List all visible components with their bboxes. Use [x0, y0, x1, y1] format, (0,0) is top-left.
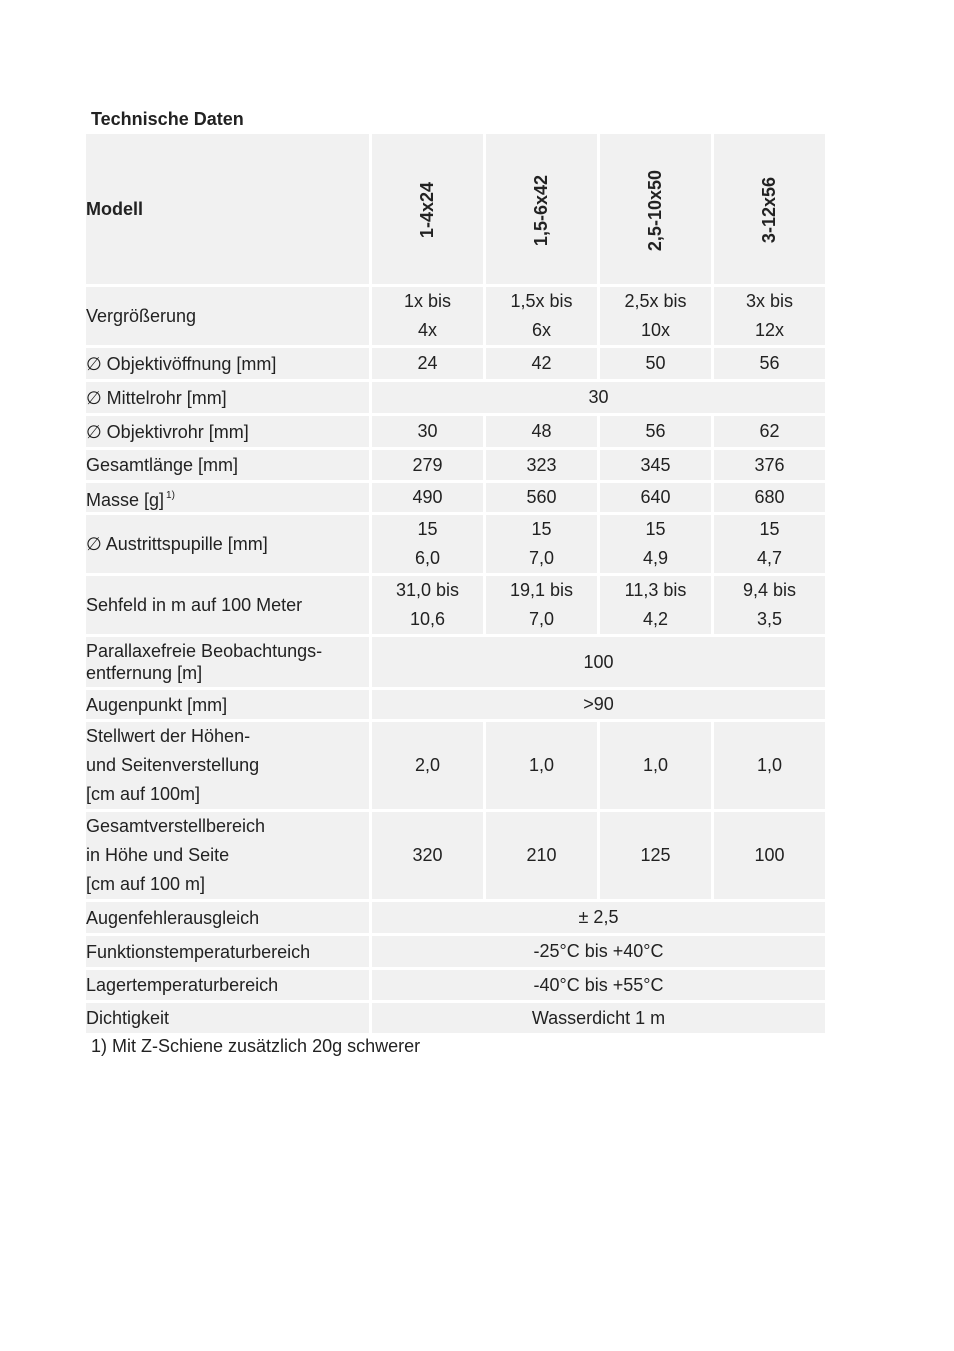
- cell-value: 210: [486, 812, 597, 899]
- cell-value-line: 12x: [754, 320, 785, 340]
- row-label: [86, 722, 369, 809]
- spanned-value: -40°C bis +55°C: [372, 970, 825, 1000]
- table-row: [86, 902, 825, 933]
- row-label-line: Stellwert der Höhen-: [86, 726, 251, 746]
- cell-value: [714, 515, 825, 573]
- cell-value: 640: [600, 483, 711, 512]
- table-row: [86, 576, 825, 634]
- row-label: [86, 450, 369, 480]
- cell-value-line: 2,5x bis: [624, 291, 687, 311]
- cell-value-line: 4,9: [642, 548, 669, 568]
- cell-value-line: 3x bis: [745, 291, 794, 311]
- cell-value-line: 11,3 bis: [624, 580, 687, 600]
- cell-value-line: 31,0 bis: [395, 580, 460, 600]
- table-row: [86, 348, 825, 379]
- row-label-line: [cm auf 100m]: [86, 784, 201, 804]
- row-label-text: Gesamtlänge [mm]: [86, 455, 239, 475]
- cell-value-line: 7,0: [528, 548, 555, 568]
- cell-value: [486, 576, 597, 634]
- model-name: 1-4x24: [417, 182, 437, 239]
- model-name: 3-12x56: [759, 177, 779, 244]
- row-label-line: [cm auf 100 m]: [86, 874, 206, 894]
- table-row: [86, 1003, 825, 1033]
- table-header-row: [86, 134, 825, 284]
- row-label: [86, 812, 369, 899]
- model-name: 1,5-6x42: [531, 174, 551, 247]
- row-label-text: ∅ Austrittspupille [mm]: [86, 534, 268, 554]
- cell-value: 279: [372, 450, 483, 480]
- model-header: [486, 134, 597, 284]
- cell-value: [372, 515, 483, 573]
- table-row: [86, 450, 825, 480]
- row-label: [86, 637, 369, 687]
- spanned-value: -25°C bis +40°C: [372, 936, 825, 967]
- cell-value: 24: [372, 348, 483, 379]
- cell-value: 1,0: [600, 722, 711, 809]
- row-label-text: ∅ Objektivöffnung [mm]: [86, 353, 277, 374]
- cell-value: 345: [600, 450, 711, 480]
- spanned-value: ± 2,5: [372, 902, 825, 933]
- cell-value: [486, 515, 597, 573]
- row-label-text: Masse [g]: [86, 489, 165, 510]
- cell-value: 376: [714, 450, 825, 480]
- row-label-text: Augenfehlerausgleich: [86, 907, 260, 928]
- cell-value: 62: [714, 416, 825, 447]
- cell-value: 125: [600, 812, 711, 899]
- cell-value-line: 15: [759, 519, 780, 539]
- footnote-marker: 1): [166, 489, 175, 501]
- cell-value-line: 6x: [531, 320, 551, 340]
- table-row: [86, 812, 825, 899]
- cell-value: 1,0: [486, 722, 597, 809]
- row-label: [86, 970, 369, 1000]
- cell-value: 50: [600, 348, 711, 379]
- row-label: [86, 576, 369, 634]
- cell-value: 56: [600, 416, 711, 447]
- model-header: [372, 134, 483, 284]
- model-header: [600, 134, 711, 284]
- cell-value: 320: [372, 812, 483, 899]
- table-row: [86, 416, 825, 447]
- cell-value-line: 15: [531, 519, 552, 539]
- spanned-value: Wasserdicht 1 m: [372, 1003, 825, 1033]
- table-row: [86, 287, 825, 345]
- spanned-value: 30: [372, 382, 825, 413]
- cell-value: [600, 515, 711, 573]
- model-name: 2,5-10x50: [645, 169, 665, 252]
- model-header: [714, 134, 825, 284]
- row-label: [86, 483, 369, 512]
- row-label: [86, 936, 369, 967]
- spec-table: [83, 131, 828, 1036]
- cell-value-line: 15: [645, 519, 666, 539]
- cell-value: [714, 287, 825, 345]
- table-row: [86, 690, 825, 719]
- row-label: [86, 416, 369, 447]
- table-row: [86, 936, 825, 967]
- row-label-text: Dichtigkeit: [86, 1008, 170, 1028]
- cell-value-line: 19,1 bis: [509, 580, 574, 600]
- cell-value: 1,0: [714, 722, 825, 809]
- row-label-line: in Höhe und Seite: [86, 845, 230, 865]
- cell-value: [372, 287, 483, 345]
- row-label-text: ∅ Objektivrohr [mm]: [86, 421, 249, 442]
- cell-value: 56: [714, 348, 825, 379]
- cell-value-line: 9,4 bis: [742, 580, 797, 600]
- cell-value-line: 1x bis: [403, 291, 452, 311]
- row-label-line: und Seitenverstellung: [86, 755, 260, 775]
- row-label: [86, 690, 369, 719]
- cell-value-line: 4,7: [756, 548, 783, 568]
- spanned-value: >90: [372, 690, 825, 719]
- cell-value-line: 4x: [417, 320, 437, 340]
- row-label: [86, 348, 369, 379]
- table-row: [86, 637, 825, 687]
- cell-value-line: 1,5x bis: [510, 291, 573, 311]
- row-label-line: Gesamtverstellbereich: [86, 816, 266, 836]
- row-label: [86, 902, 369, 933]
- cell-value-line: 15: [417, 519, 438, 539]
- cell-value: 100: [714, 812, 825, 899]
- cell-value-line: 7,0: [528, 609, 555, 629]
- cell-value: 48: [486, 416, 597, 447]
- cell-value: 680: [714, 483, 825, 512]
- cell-value-line: 4,2: [642, 609, 669, 629]
- cell-value: 560: [486, 483, 597, 512]
- cell-value: [372, 576, 483, 634]
- section-heading: Technische Daten: [91, 109, 244, 129]
- row-label: [86, 382, 369, 413]
- cell-value: 42: [486, 348, 597, 379]
- cell-value: [486, 287, 597, 345]
- row-label-text: Augenpunkt [mm]: [86, 694, 228, 715]
- row-label-text: ∅ Mittelrohr [mm]: [86, 387, 227, 408]
- cell-value: [600, 287, 711, 345]
- cell-value-line: 10,6: [409, 609, 446, 629]
- row-label-line: Parallaxefreie Beobachtungs-: [86, 641, 323, 661]
- cell-value: 2,0: [372, 722, 483, 809]
- table-row: [86, 483, 825, 512]
- cell-value-line: 6,0: [414, 548, 441, 568]
- row-label: [86, 1003, 369, 1033]
- cell-value: 490: [372, 483, 483, 512]
- row-label: [86, 287, 369, 345]
- table-row: [86, 515, 825, 573]
- spanned-value: 100: [372, 637, 825, 687]
- row-label-line: entfernung [m]: [86, 663, 203, 683]
- cell-value-line: 3,5: [756, 609, 783, 629]
- table-row: [86, 722, 825, 809]
- model-header-label: Modell: [86, 134, 369, 284]
- cell-value: 30: [372, 416, 483, 447]
- row-label-text: Funktionstemperaturbereich: [86, 941, 311, 962]
- row-label-text: Lagertemperaturbereich: [86, 975, 279, 995]
- cell-value-line: 10x: [640, 320, 671, 340]
- row-label: [86, 515, 369, 573]
- table-row: [86, 382, 825, 413]
- row-label-text: Sehfeld in m auf 100 Meter: [86, 595, 303, 615]
- cell-value: [714, 576, 825, 634]
- table-row: [86, 970, 825, 1000]
- row-label-text: Vergrößerung: [86, 306, 197, 326]
- cell-value: [600, 576, 711, 634]
- cell-value: 323: [486, 450, 597, 480]
- footnote: 1) Mit Z-Schiene zusätzlich 20g schwerer: [91, 1036, 421, 1056]
